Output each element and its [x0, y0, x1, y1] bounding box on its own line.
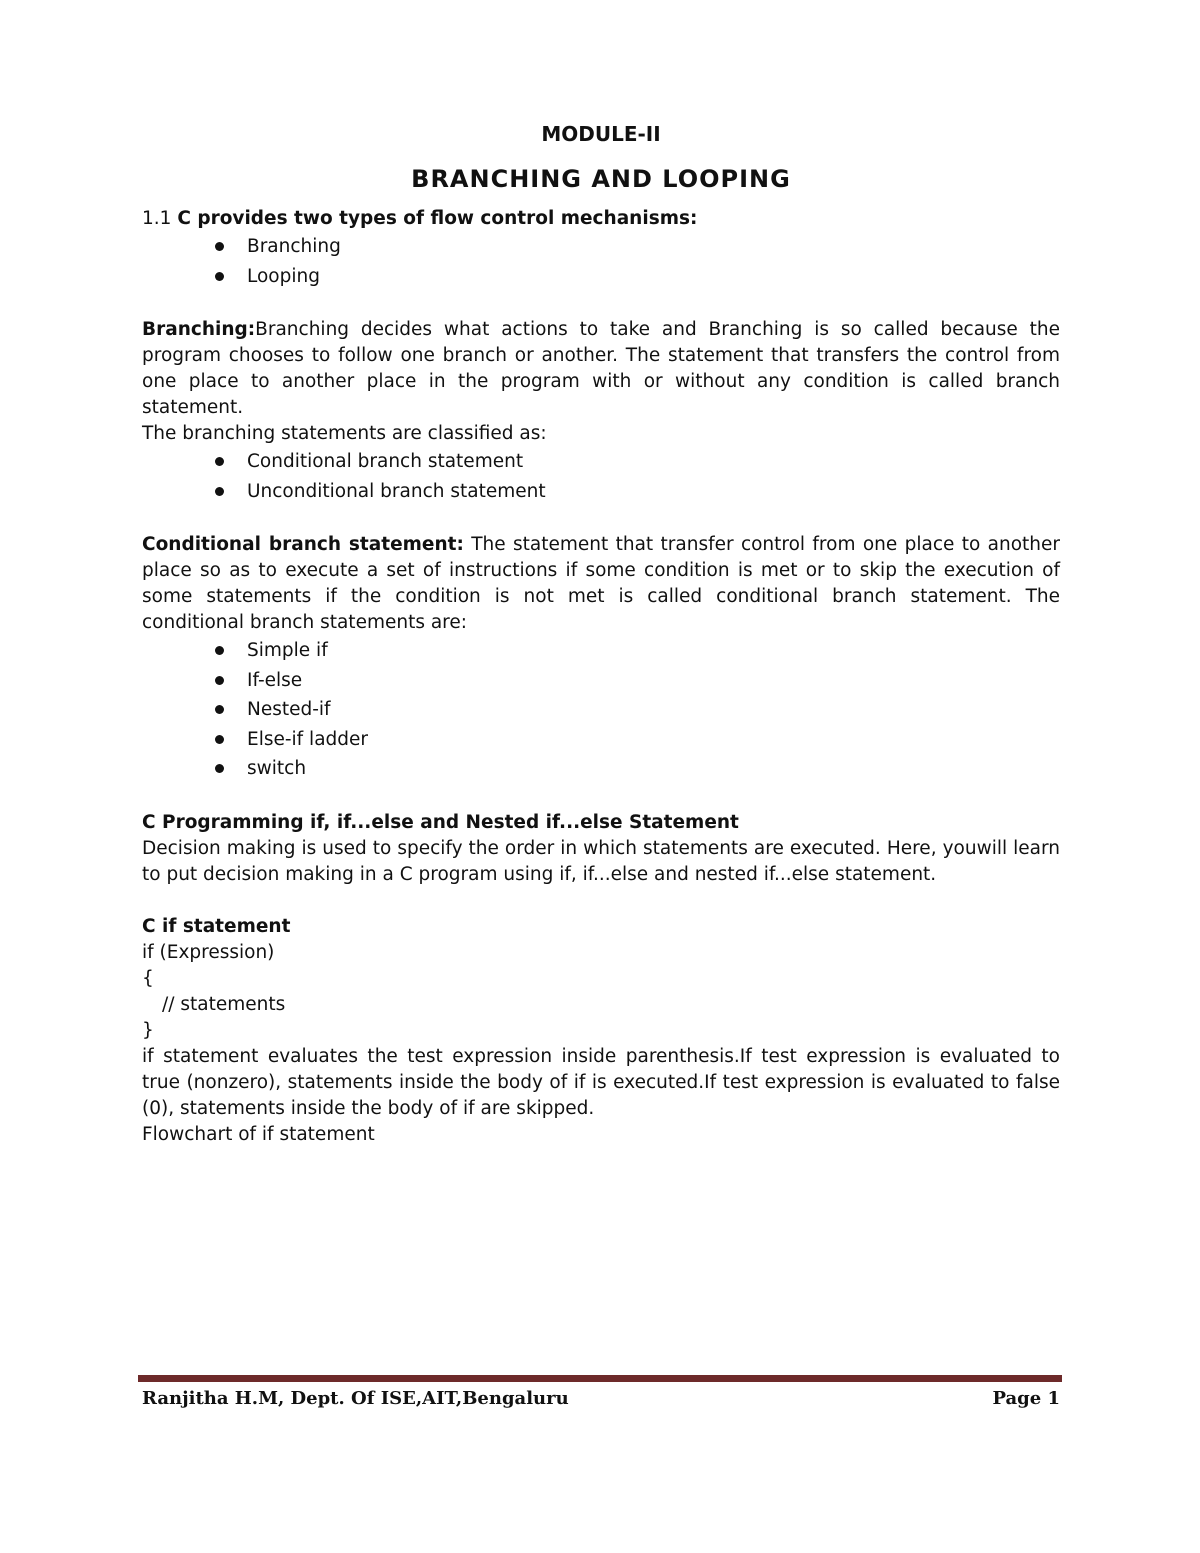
list-item: switch [247, 754, 1060, 784]
spacer [142, 291, 1060, 317]
list-item: If-else [247, 666, 1060, 696]
code-line: } [142, 1019, 154, 1041]
section-heading-text: C provides two types of flow control mechanisms: [177, 208, 698, 229]
page-footer [142, 1385, 1060, 1413]
branching-text: Branching decides what actions to take and Branching is so called because the program chooses to follow one branch or another. The statement that transfers the control from one place to another place in the program with or without any condition is called branch statement. [142, 319, 1060, 418]
page-content [142, 120, 1060, 1148]
code-line: // statements [162, 993, 286, 1015]
conditional-list [142, 636, 1060, 784]
footer-page-number: Page 1 [992, 1388, 1060, 1409]
spacer [142, 784, 1060, 810]
list-item: Branching [247, 232, 1060, 262]
list-item: Nested-if [247, 695, 1060, 725]
cif-heading-text: C if statement [142, 915, 291, 937]
page-title: BRANCHING AND LOOPING [411, 165, 791, 193]
conditional-label: Conditional branch statement: [142, 534, 464, 555]
cif-paragraph: if statement evaluates the test expression inside parenthesis.If test expression is evaluated to true (nonzero), statements inside the body of if is executed.If test expression is evaluated to false (0), statements inside the body of if are skipped. [142, 1045, 1060, 1119]
section-heading [142, 206, 1060, 232]
cprog-heading [142, 810, 1060, 836]
classified-line: The branching statements are classified as: [142, 423, 547, 444]
list-item: Conditional branch statement [247, 447, 1060, 477]
section-number: 1.1 [142, 208, 178, 229]
spacer [142, 506, 1060, 532]
list-item: Unconditional branch statement [247, 477, 1060, 507]
branching-label: Branching: [142, 319, 256, 340]
module-label: MODULE-II [541, 122, 661, 146]
branch-types-list [142, 447, 1060, 506]
footer-rule [138, 1375, 1062, 1382]
list-item: Else-if ladder [247, 725, 1060, 755]
list-item: Looping [247, 262, 1060, 292]
cprog-paragraph: Decision making is used to specify the order in which statements are executed. Here, youwill learn to put decision making in a C program using if, if...else and nested if...else statement. [142, 837, 1060, 885]
conditional-text: The statement that transfer control from one place to another place so as to execute a set of instructions if some condition is met or to skip the execution of some statements if the condition is not met is called conditional branch statement. The conditional branch statements are: [142, 534, 1061, 633]
list-item: Simple if [247, 636, 1060, 666]
cif-heading [142, 914, 1060, 940]
flowchart-caption: Flowchart of if statement [142, 1123, 375, 1145]
footer-author: Ranjitha H.M, Dept. Of ISE,AIT,Bengaluru [142, 1388, 569, 1409]
conditional-paragraph [142, 532, 1060, 636]
code-line: { [142, 967, 154, 989]
code-line: if (Expression) [142, 941, 275, 963]
flow-control-list [142, 232, 1060, 291]
cprog-heading-text: C Programming if, if...else and Nested if...else Statement [142, 811, 739, 833]
branching-paragraph [142, 317, 1060, 421]
spacer [142, 888, 1060, 914]
